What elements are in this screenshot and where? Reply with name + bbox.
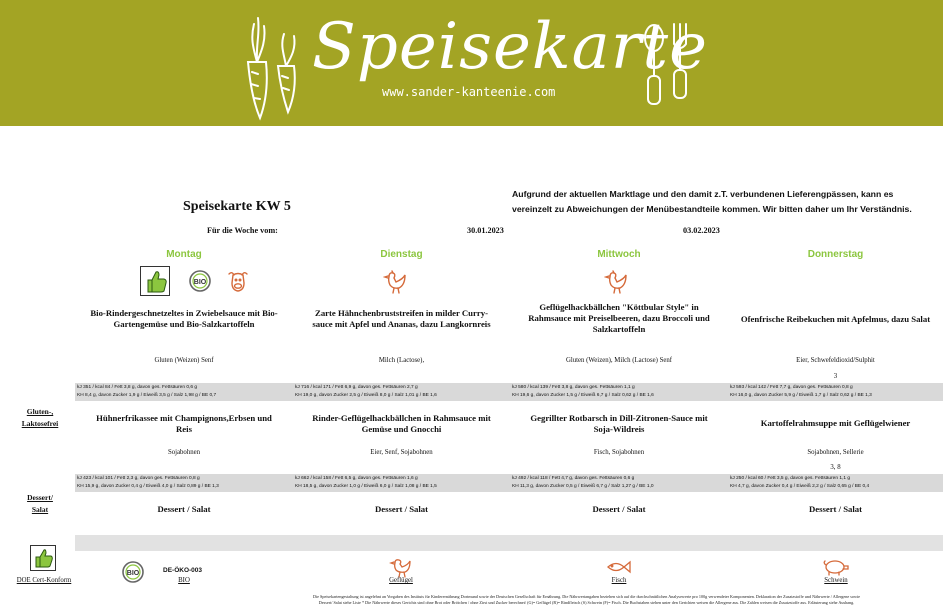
legend-schwein: Schwein (824, 577, 848, 584)
bio-code: DE-ÖKO-003 (163, 567, 203, 574)
menu1-allergens-dienstag: Milch (Lactose), (378, 357, 425, 364)
menu1-allergens-montag: Gluten (Weizen) Senf (154, 357, 214, 364)
menu2-dish-donnerstag: Kartoffelrahmsuppe mit Geflügelwiener (760, 418, 911, 428)
brand-title: Speisekarte (312, 10, 708, 84)
menu1-additives-donnerstag: 3 (833, 373, 838, 380)
menu1-dish-dienstag: Zarte Hähnchenbruststreifen in milder Curry- sauce mit Apfel und Ananas, dazu Langkornreis (312, 308, 491, 329)
menu2-nutrition-donnerstag: kJ 250 / kcal 60 / Fett 3,5 g, davon ges. Fettsäuren 1,1 g KH 4,7 g, davon Zucker 0,4 g / Eiweiß 2,2 g / Salz 0,65 g / BE 0,4 (730, 476, 870, 489)
chicken-icon (383, 269, 407, 295)
chicken-icon (604, 269, 628, 295)
menu2-allergens-montag: Sojabohnen (167, 449, 201, 456)
svg-text:BIO: BIO (126, 570, 140, 577)
thumbs-up-icon (140, 266, 170, 296)
menu2-allergens-dienstag: Eier, Senf, Sojabohnen (370, 449, 433, 456)
menu2-dish-mittwoch: Gegrillter Rotbarsch in Dill-Zitronen-Sauce mit Soja-Wildreis (530, 413, 708, 434)
day-header-donnerstag: Donnerstag (807, 249, 864, 260)
day-header-dienstag: Dienstag (380, 249, 423, 260)
row-label-dessert-salat: Dessert/ Salat (27, 493, 53, 514)
menu1-nutrition-mittwoch: kJ 580 / kcal 139 / Fett 3,8 g, davon ges. Fettsäuren 1,1 g KH 19,6 g, davon Zucker 1,5 g / Eiweiß 6,7 g / Salz 0,62 g / BE 1,6 (512, 385, 654, 398)
menu2-additives-donnerstag: 3, 8 (830, 464, 841, 471)
svg-text:BIO: BIO (193, 279, 207, 286)
menu1-nutrition-dienstag: kJ 716 / kcal 171 / Fett 6,9 g, davon ges. Fettsäuren 2,7 g KH 19,0 g, davon Zucker 2,5 g / Eiweiß 8,0 g / Salz 1,01 g / BE 1,6 (295, 385, 437, 398)
menu2-dish-dienstag: Rinder-Geflügelhackbällchen in Rahmsauce mit Gemüse und Gnocchi (312, 413, 491, 434)
row-label-gluten-laktosefrei: Gluten-, Laktosefrei (21, 407, 59, 428)
menu2-nutrition-mittwoch: kJ 492 / kcal 118 / Fett 4,7 g, davon ges. Fettsäuren 0,6 g KH 11,3 g, davon Zucker 0,5 g / Eiweiß 6,7 g / Salz 1,27 g / BE 1,0 (512, 476, 654, 489)
menu2-allergens-donnerstag: Sojabohnen, Sellerie (807, 449, 864, 456)
brand-url[interactable]: www.sander-kanteenie.com (382, 85, 556, 99)
bio-icon (189, 270, 211, 292)
week-from: 30.01.2023 (467, 226, 504, 235)
thumbs-up-icon (30, 545, 56, 571)
menu1-dish-montag: Bio-Rindergeschnetzeltes in Zwiebelsauce mit Bio- Gartengemüse und Bio-Salzkartoffeln (90, 308, 278, 329)
day-header-montag: Montag (166, 249, 202, 260)
menu1-allergens-mittwoch: Gluten (Weizen), Milch (Lactose) Senf (565, 357, 673, 364)
carrot-icon (240, 14, 310, 122)
menu2-dish-montag: Hühnerfrikassee mit Champignons,Erbsen und Reis (96, 413, 272, 434)
dessert-mittwoch: Dessert / Salat (592, 504, 646, 514)
menu2-nutrition-montag: kJ 423 / kcal 101 / Fett 2,3 g, davon ges. Fettsäuren 0,8 g KH 15,9 g, davon Zucker 0,4 g / Eiweiß 4,0 g / Salz 0,89 g / BE 1,3 (77, 476, 219, 489)
menu1-nutrition-donnerstag: kJ 593 / kcal 142 / Fett 7,7 g, davon ges. Fettsäuren 0,8 g KH 16,0 g, davon Zucker 5,9 g / Eiweiß 1,7 g / Salz 0,62 g / BE 1,3 (730, 385, 872, 398)
menu2-allergens-mittwoch: Fisch, Sojabohnen (593, 449, 645, 456)
page-title: Speisekarte KW 5 (183, 199, 291, 214)
week-label: Für die Woche vom: (207, 226, 278, 235)
legend-bio: BIO (178, 577, 190, 584)
week-to: 03.02.2023 (683, 226, 720, 235)
menu2-nutrition-dienstag: kJ 662 / kcal 158 / Fett 6,5 g, davon ges. Fettsäuren 1,6 g KH 18,5 g, davon Zucker 1,0 g / Eiweiß 6,0 g / Salz 1,08 g / BE 1,5 (295, 476, 437, 489)
bio-icon (122, 561, 144, 583)
legend-doe-cert: DOE Cert-Konform (16, 577, 72, 584)
menu1-dish-mittwoch: Geflügelhackbällchen "Köttbular Style" in Rahmsauce mit Preiselbeeren, dazu Broccoli und Salzkartoffeln (528, 302, 710, 334)
dessert-donnerstag: Dessert / Salat (808, 504, 863, 514)
menu1-nutrition-montag: kJ 351 / kcal 84 / Fett 3,8 g, davon ges. Fettsäuren 0,6 g KH 8,4 g, davon Zucker 1,9 g / Eiweiß 3,5 g / Salz 1,98 g / BE 0,7 (77, 385, 217, 398)
day-header-mittwoch: Mittwoch (597, 249, 641, 260)
pig-icon (822, 558, 850, 576)
dessert-montag: Dessert / Salat (157, 504, 211, 514)
cow-icon (227, 269, 249, 293)
fine-print: Die Speisekartengestaltung ist angelehnt an Vorgaben des Instituts für Kinderernährung Dortmund sowie der Deutschen Gesellschaft für Ernährung. Die Nährwertangaben beziehen sich auf die durchschnittlichen Analysewerte pro 100g verwendeter Komponenten. Deklaration der Zusatzstoffe und Nährwerte / Allergene sowie Dessert/ Salat siehe Liste * Die Nährwerte dieses Gerichts sind ohne Brot oder Brötchen / ohne Zirst und Zucker berechnet/ (G)= Geflügel (R)= Rindfleisch (S) Schwein (F)= Fisch. Die Buchstaben stehen unter den Gerichten weisen die Allergene aus. Die Zahlen weisen die Zusatzstoffe aus. Erläuterung siehe Aushang. (312, 594, 861, 605)
supply-notice: Aufgrund der aktuellen Marktlage und den damit z.T. verbundenen Lieferengpässen, kann es vereinzelt zu Abweichungen der Menübestandteile kommen. Wir bitten daher um Ihr Verständnis. (512, 189, 912, 214)
separator-band (75, 535, 943, 551)
menu1-allergens-donnerstag: Eier, Schwefeldioxid/Sulphit (796, 357, 875, 364)
menu1-dish-donnerstag: Ofenfrische Reibekuchen mit Apfelmus, dazu Salat (740, 314, 931, 324)
dessert-dienstag: Dessert / Salat (374, 504, 429, 514)
chicken-icon (389, 556, 413, 578)
legend-fisch: Fisch (611, 577, 627, 584)
legend-gefluegel: Geflügel (389, 577, 413, 584)
fish-icon (606, 560, 632, 574)
